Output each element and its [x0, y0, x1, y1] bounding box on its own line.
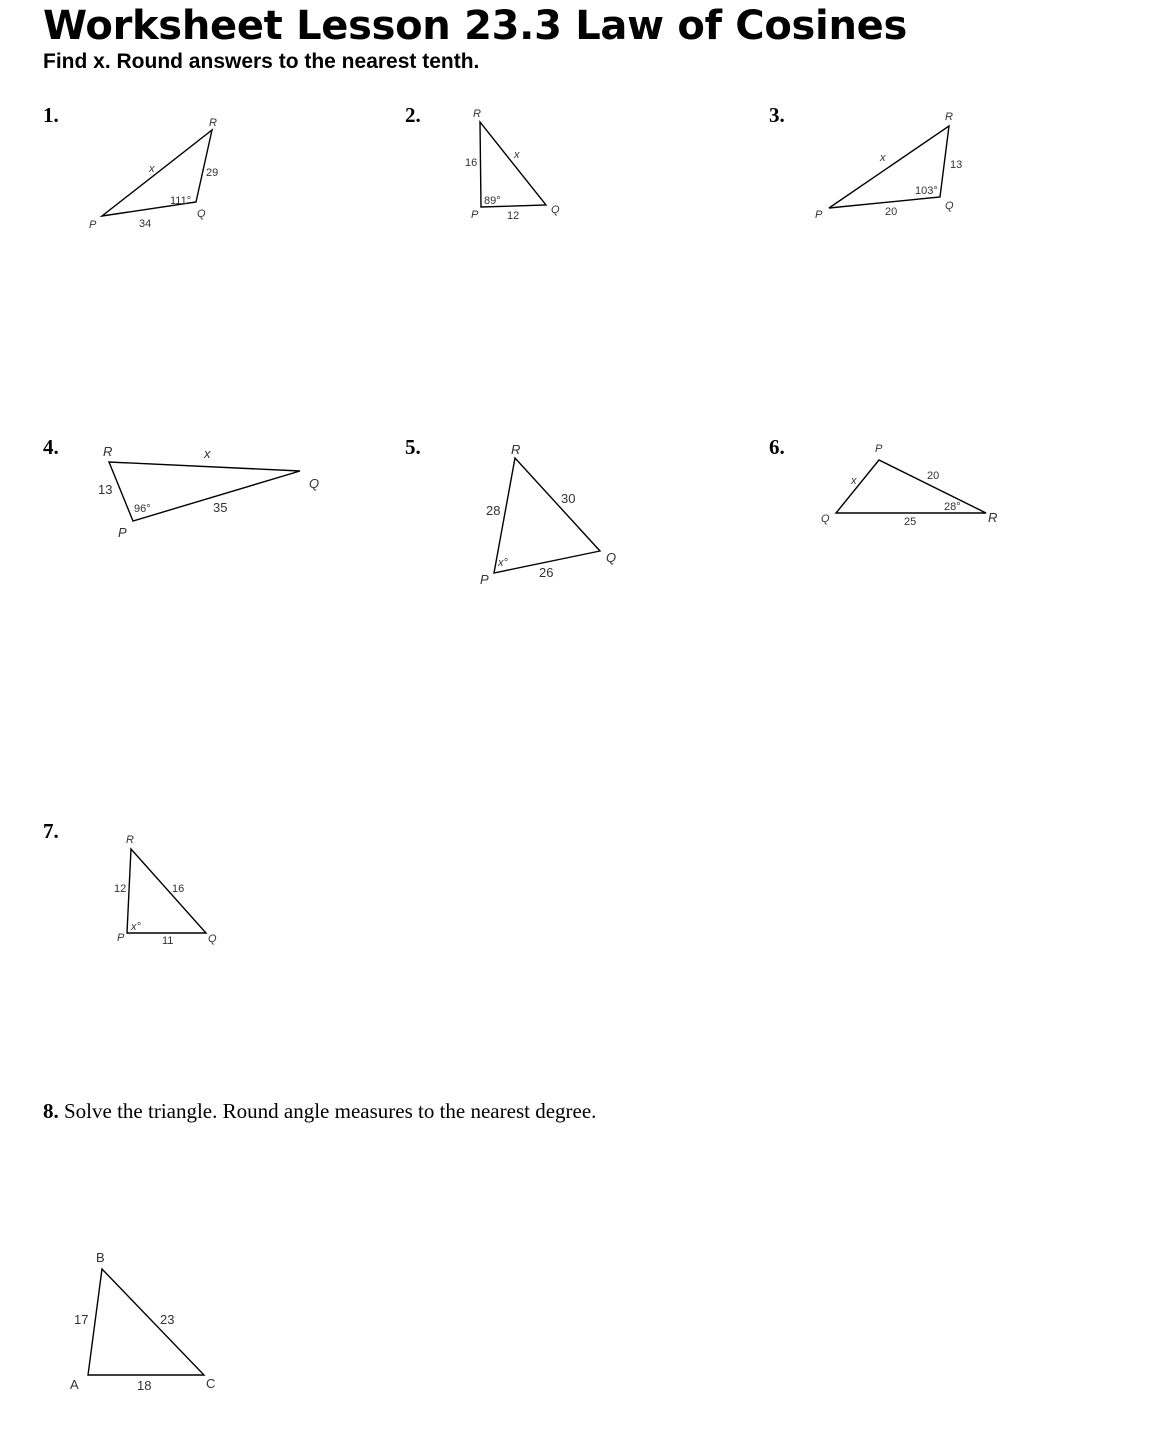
triangle-figure-3: [815, 111, 962, 221]
instructions: Find x. Round answers to the nearest tenth.: [43, 50, 480, 73]
vertex-label: Q: [309, 476, 320, 491]
side-label: x: [514, 149, 520, 161]
side-label: x: [851, 475, 857, 487]
side-label: 17: [74, 1312, 89, 1327]
vertex-label: R: [511, 442, 521, 457]
triangle-figure-6: [821, 443, 997, 528]
vertex-label: B: [96, 1250, 105, 1265]
vertex-label: R: [126, 834, 134, 846]
vertex-label: C: [206, 1376, 216, 1391]
side-label: 20: [885, 206, 898, 218]
side-label: 11: [162, 935, 174, 947]
problem-2-number: 2.: [405, 103, 421, 127]
vertex-label: R: [103, 444, 113, 459]
side-label: 28: [486, 503, 501, 518]
side-label: x: [880, 152, 886, 164]
side-label: 12: [114, 883, 127, 895]
side-label: 18: [137, 1378, 152, 1393]
vertex-label: A: [70, 1377, 79, 1392]
triangle-figure-4: [98, 444, 319, 540]
side-label: 13: [98, 482, 113, 497]
problem-1-number: 1.: [43, 103, 59, 127]
problem-5-number: 5.: [405, 435, 421, 459]
side-label: 35: [213, 500, 228, 515]
vertex-label: P: [875, 443, 883, 455]
triangle-8: [88, 1269, 204, 1375]
triangle-figure-7: [114, 834, 217, 947]
vertex-label: R: [473, 108, 481, 120]
side-label: 12: [507, 210, 520, 222]
side-label: x: [204, 446, 211, 461]
side-label: 26: [539, 565, 554, 580]
side-label: 13: [950, 159, 963, 171]
angle-label: 96°: [134, 503, 151, 515]
triangle-6: [836, 460, 986, 513]
triangle-figure-2: [465, 108, 560, 222]
vertex-label: P: [117, 932, 125, 944]
triangle-figure-8: [70, 1250, 215, 1393]
vertex-label: Q: [945, 200, 954, 212]
side-label: x: [149, 163, 155, 175]
page-title: Worksheet Lesson 23.3 Law of Cosines: [43, 3, 907, 49]
side-label: 23: [160, 1312, 175, 1327]
angle-label: 111°: [170, 195, 192, 207]
problem-3-number: 3.: [769, 103, 785, 127]
angle-label: x°: [131, 921, 141, 933]
vertex-label: P: [89, 219, 97, 231]
vertex-label: P: [815, 209, 823, 221]
side-label: 20: [927, 470, 940, 482]
vertex-label: Q: [821, 513, 830, 525]
vertex-label: P: [471, 209, 479, 221]
problem-6-number: 6.: [769, 435, 785, 459]
angle-label: 103°: [915, 185, 938, 197]
vertex-label: R: [209, 117, 217, 129]
vertex-label: Q: [208, 933, 217, 945]
vertex-label: P: [480, 572, 489, 587]
side-label: 34: [139, 218, 152, 230]
vertex-label: P: [118, 525, 127, 540]
problem-8-text: Solve the triangle. Round angle measures to the nearest degree.: [64, 1099, 597, 1123]
vertex-label: Q: [551, 204, 560, 216]
vertex-label: R: [945, 111, 953, 123]
triangle-1: [102, 130, 212, 216]
side-label: 25: [904, 516, 917, 528]
vertex-label: Q: [606, 550, 617, 565]
angle-label: x°: [498, 557, 508, 569]
triangle-5: [494, 458, 600, 573]
problem-4-number: 4.: [43, 435, 59, 459]
angle-label: 89°: [484, 195, 501, 207]
side-label: 30: [561, 491, 576, 506]
side-label: 16: [172, 883, 185, 895]
problem-7-number: 7.: [43, 819, 59, 843]
side-label: 29: [206, 167, 219, 179]
vertex-label: Q: [197, 208, 206, 220]
side-label: 16: [465, 157, 478, 169]
triangle-figure-5: [480, 442, 616, 587]
vertex-label: R: [988, 510, 998, 525]
problem-8-number: 8.: [43, 1099, 59, 1123]
angle-label: 28°: [944, 501, 961, 513]
triangle-figure-1: [89, 117, 218, 231]
